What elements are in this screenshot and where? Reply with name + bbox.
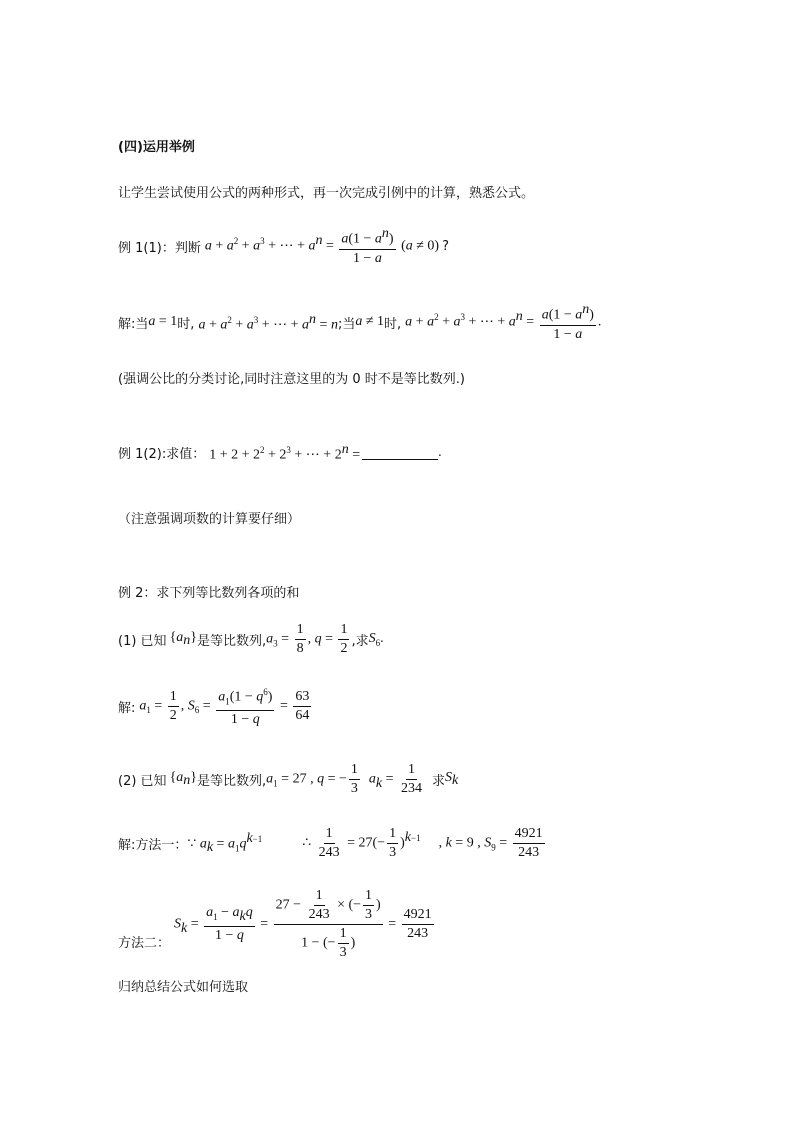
sum-formula: $a + a^2 + a^3$ + ⋯ + $a^n$ = $\frac{a(1 - a^n)}{1 - a}$ . xyxy=(405,302,602,342)
note-2: （注意强调项数的计算要仔细） xyxy=(118,512,301,527)
method-1-formula-b: ∴ $\frac{1}{243}$ = 27(− $\frac{1}{3}$ )$^{k-1}$ xyxy=(302,826,421,860)
sequence-an-2: $\{a_n\}$ xyxy=(169,769,198,789)
example-1-2: 例 1(2):求值： $1 + 2 + 2^2 + 2^3$ + ⋯ + $2^n$ = . xyxy=(118,442,442,463)
example-1-2-label: 例 1(2):求值： xyxy=(118,447,206,463)
answer-blank[interactable] xyxy=(362,445,438,460)
part-1-text: 是等比数列, xyxy=(197,634,267,649)
example-2-part-2 xyxy=(118,762,458,797)
note-1: (强调公比的分类讨论,同时注意这里的为 0 时不是等比数列.) xyxy=(118,372,465,387)
method-1-label: 解:方法一： xyxy=(118,838,188,853)
method-2-formula: $S_k$ = $\frac{a_1 - a_kq}{1 - q}$ = 27 − $\frac{1}{243}$ × (− $\frac{1}{3}$ ) 1 − (− $\frac{1}{3}$ ) = $\frac{4921}{243}$ xyxy=(174,888,432,960)
given-values-2: $a_1 = 27$ , q = − $\frac{1}{3}$ $a_k$ = $\frac{1}{234}$ xyxy=(266,762,422,796)
condition-a-equals-1: a = 1 xyxy=(148,314,178,330)
section-title: (四)运用举例 xyxy=(118,140,195,155)
method-1-formula-a: ∵ $a_k = a_1q^{k-1}$ xyxy=(187,830,263,856)
target-s6: $S_6$. xyxy=(368,631,384,648)
sum-equals-n: $a + a^2 + a^3$ + ⋯ + $a^n = n$ xyxy=(198,311,338,333)
given-values-1: $a_3$ = $\frac{1}{8}$ , q = $\frac{1}{2}$ xyxy=(266,622,348,656)
part-2-text: 是等比数列, xyxy=(197,774,267,789)
example-2-part-1 xyxy=(118,622,384,657)
condition-a-not-1: a ≠ 1 xyxy=(355,314,385,330)
example-1-2-formula: $1 + 2 + 2^2 + 2^3$ + ⋯ + $2^n$ = xyxy=(209,442,361,463)
sequence-an: $\{a_n\}$ xyxy=(169,629,198,649)
solution-1-dang-2: ;当 xyxy=(337,316,356,332)
intro-text: 让学生尝试使用公式的两种形式，再一次完成引例中的计算，熟悉公式。 xyxy=(118,186,535,201)
solution-1-shi-1: 时, xyxy=(177,316,195,332)
solution-2-1-formula: $a_1$ = $\frac{1}{2}$ , $S_6$ = $\frac{a_1(1 - q^6)}{1 - q}$ = $\frac{63}{64}$ xyxy=(139,684,313,728)
method-2-label: 方法二： xyxy=(118,936,171,951)
question-mark: ? xyxy=(442,238,450,254)
target-sk: $S_k$ xyxy=(445,769,459,789)
part-2-label: (2) 已知 xyxy=(118,774,167,789)
part-2-ask: 求 xyxy=(432,774,446,789)
example-1-1-formula: $a + a^2 + a^3$ + ⋯ + $a^n$ = $\frac{a(1 - a^n)}{1 - a}$ (a ≠ 0) xyxy=(204,226,440,266)
solution-2-1 xyxy=(118,684,313,728)
method-1-formula-c: , k = 9 , $S_9$ = $\frac{4921}{243}$ xyxy=(438,826,543,860)
part-1-ask: ,求 xyxy=(351,634,369,649)
example-1-1 xyxy=(118,226,449,267)
solution-1-label: 解:当 xyxy=(118,316,149,332)
solution-1 xyxy=(118,302,601,343)
example-1-1-label: 例 1(1)：判断 xyxy=(118,240,201,256)
summary-text: 归纳总结公式如何选取 xyxy=(118,980,249,995)
solution-1-shi-2: 时, xyxy=(384,316,402,332)
method-2 xyxy=(118,888,436,961)
solution-2-1-label: 解: xyxy=(118,700,136,716)
method-1 xyxy=(118,826,547,861)
example-2-title: 例 2：求下列等比数列各项的和 xyxy=(118,586,300,601)
part-1-label: (1) 已知 xyxy=(118,634,167,649)
